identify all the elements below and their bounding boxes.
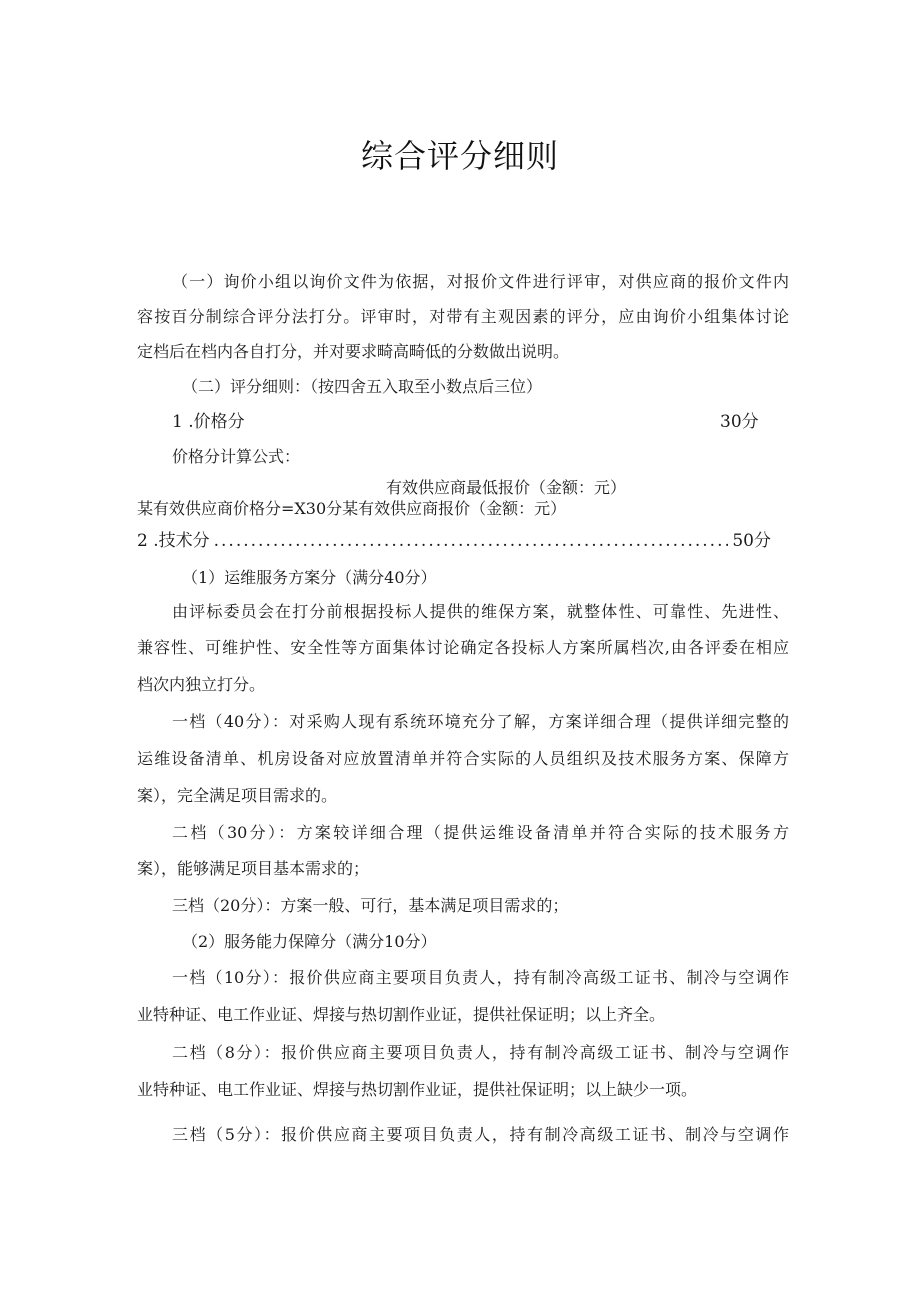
price-section-score: 30分 (720, 412, 759, 432)
service-tier1-line: 一档（10分）：报价供应商主要项目负责人，持有制冷高级工证书、制冷与空调作 (172, 968, 789, 987)
ops-tier1-line: 运维设备清单、机房设备对应放置清单并符合实际的人员组织及技术服务方案、保障方 (137, 749, 789, 768)
tech-section-label: 2 .技术分 (137, 531, 210, 551)
tech-section-row (137, 529, 771, 553)
price-section-label: 1 .价格分 (172, 412, 245, 432)
service-heading: （2）服务能力保障分（满分10分） (182, 932, 437, 951)
service-tier1-line: 业特种证、电工作业证、焊接与热切割作业证，提供社保证明；以上齐全。 (137, 1005, 666, 1024)
scoring-rules-heading: （二）评分细则：（按四舍五入取至小数点后三位） (182, 377, 543, 396)
price-formula-label: 价格分计算公式： (172, 447, 301, 466)
tech-section-score: 50分 (732, 531, 771, 551)
service-tier2-line: 业特种证、电工作业证、焊接与热切割作业证，提供社保证明；以上缺少一项。 (137, 1080, 698, 1099)
ops-intro-line: 档次内独立打分。 (137, 675, 266, 694)
service-tier2-line: 二档（8分）：报价供应商主要项目负责人，持有制冷高级工证书、制冷与空调作 (172, 1043, 789, 1062)
ops-tier1-line: 案），完全满足项目需求的。 (137, 786, 338, 805)
ops-tier3-line: 三档（20分）：方案一般、可行，基本满足项目需求的； (172, 896, 569, 915)
intro-line: 定档后在档内各自打分，并对要求畸高畸低的分数做出说明。 (137, 342, 570, 361)
intro-line: （一）询价小组以询价文件为依据，对报价文件进行评审，对供应商的报价文件内 (172, 272, 789, 291)
ops-intro-line: 由评标委员会在打分前根据投标人提供的维保方案，就整体性、可靠性、先进性、 (172, 602, 789, 621)
ops-tier1-line: 一档（40分）：对采购人现有系统环境充分了解，方案详细合理（提供详细完整的 (172, 712, 789, 731)
dot-leader (214, 529, 729, 553)
ops-tier2-line: 二档（30分）：方案较详细合理（提供运维设备清单并符合实际的技术服务方 (172, 823, 789, 842)
intro-line: 容按百分制综合评分法打分。评审时，对带有主观因素的评分，应由询价小组集体讨论 (137, 307, 789, 326)
ops-intro-line: 兼容性、可维护性、安全性等方面集体讨论确定各投标人方案所属档次,由各评委在相应 (137, 638, 789, 657)
ops-heading: （1）运维服务方案分（满分40分） (182, 568, 437, 587)
ops-tier2-line: 案），能够满足项目基本需求的； (137, 859, 370, 878)
price-formula-line: 某有效供应商价格分=X30分某有效供应商报价（金额：元） (137, 499, 567, 518)
page-title: 综合评分细则 (360, 137, 559, 175)
price-formula-numerator: 有效供应商最低报价（金额：元） (386, 478, 627, 497)
service-tier3-line: 三档（5分）：报价供应商主要项目负责人，持有制冷高级工证书、制冷与空调作 (172, 1125, 789, 1144)
